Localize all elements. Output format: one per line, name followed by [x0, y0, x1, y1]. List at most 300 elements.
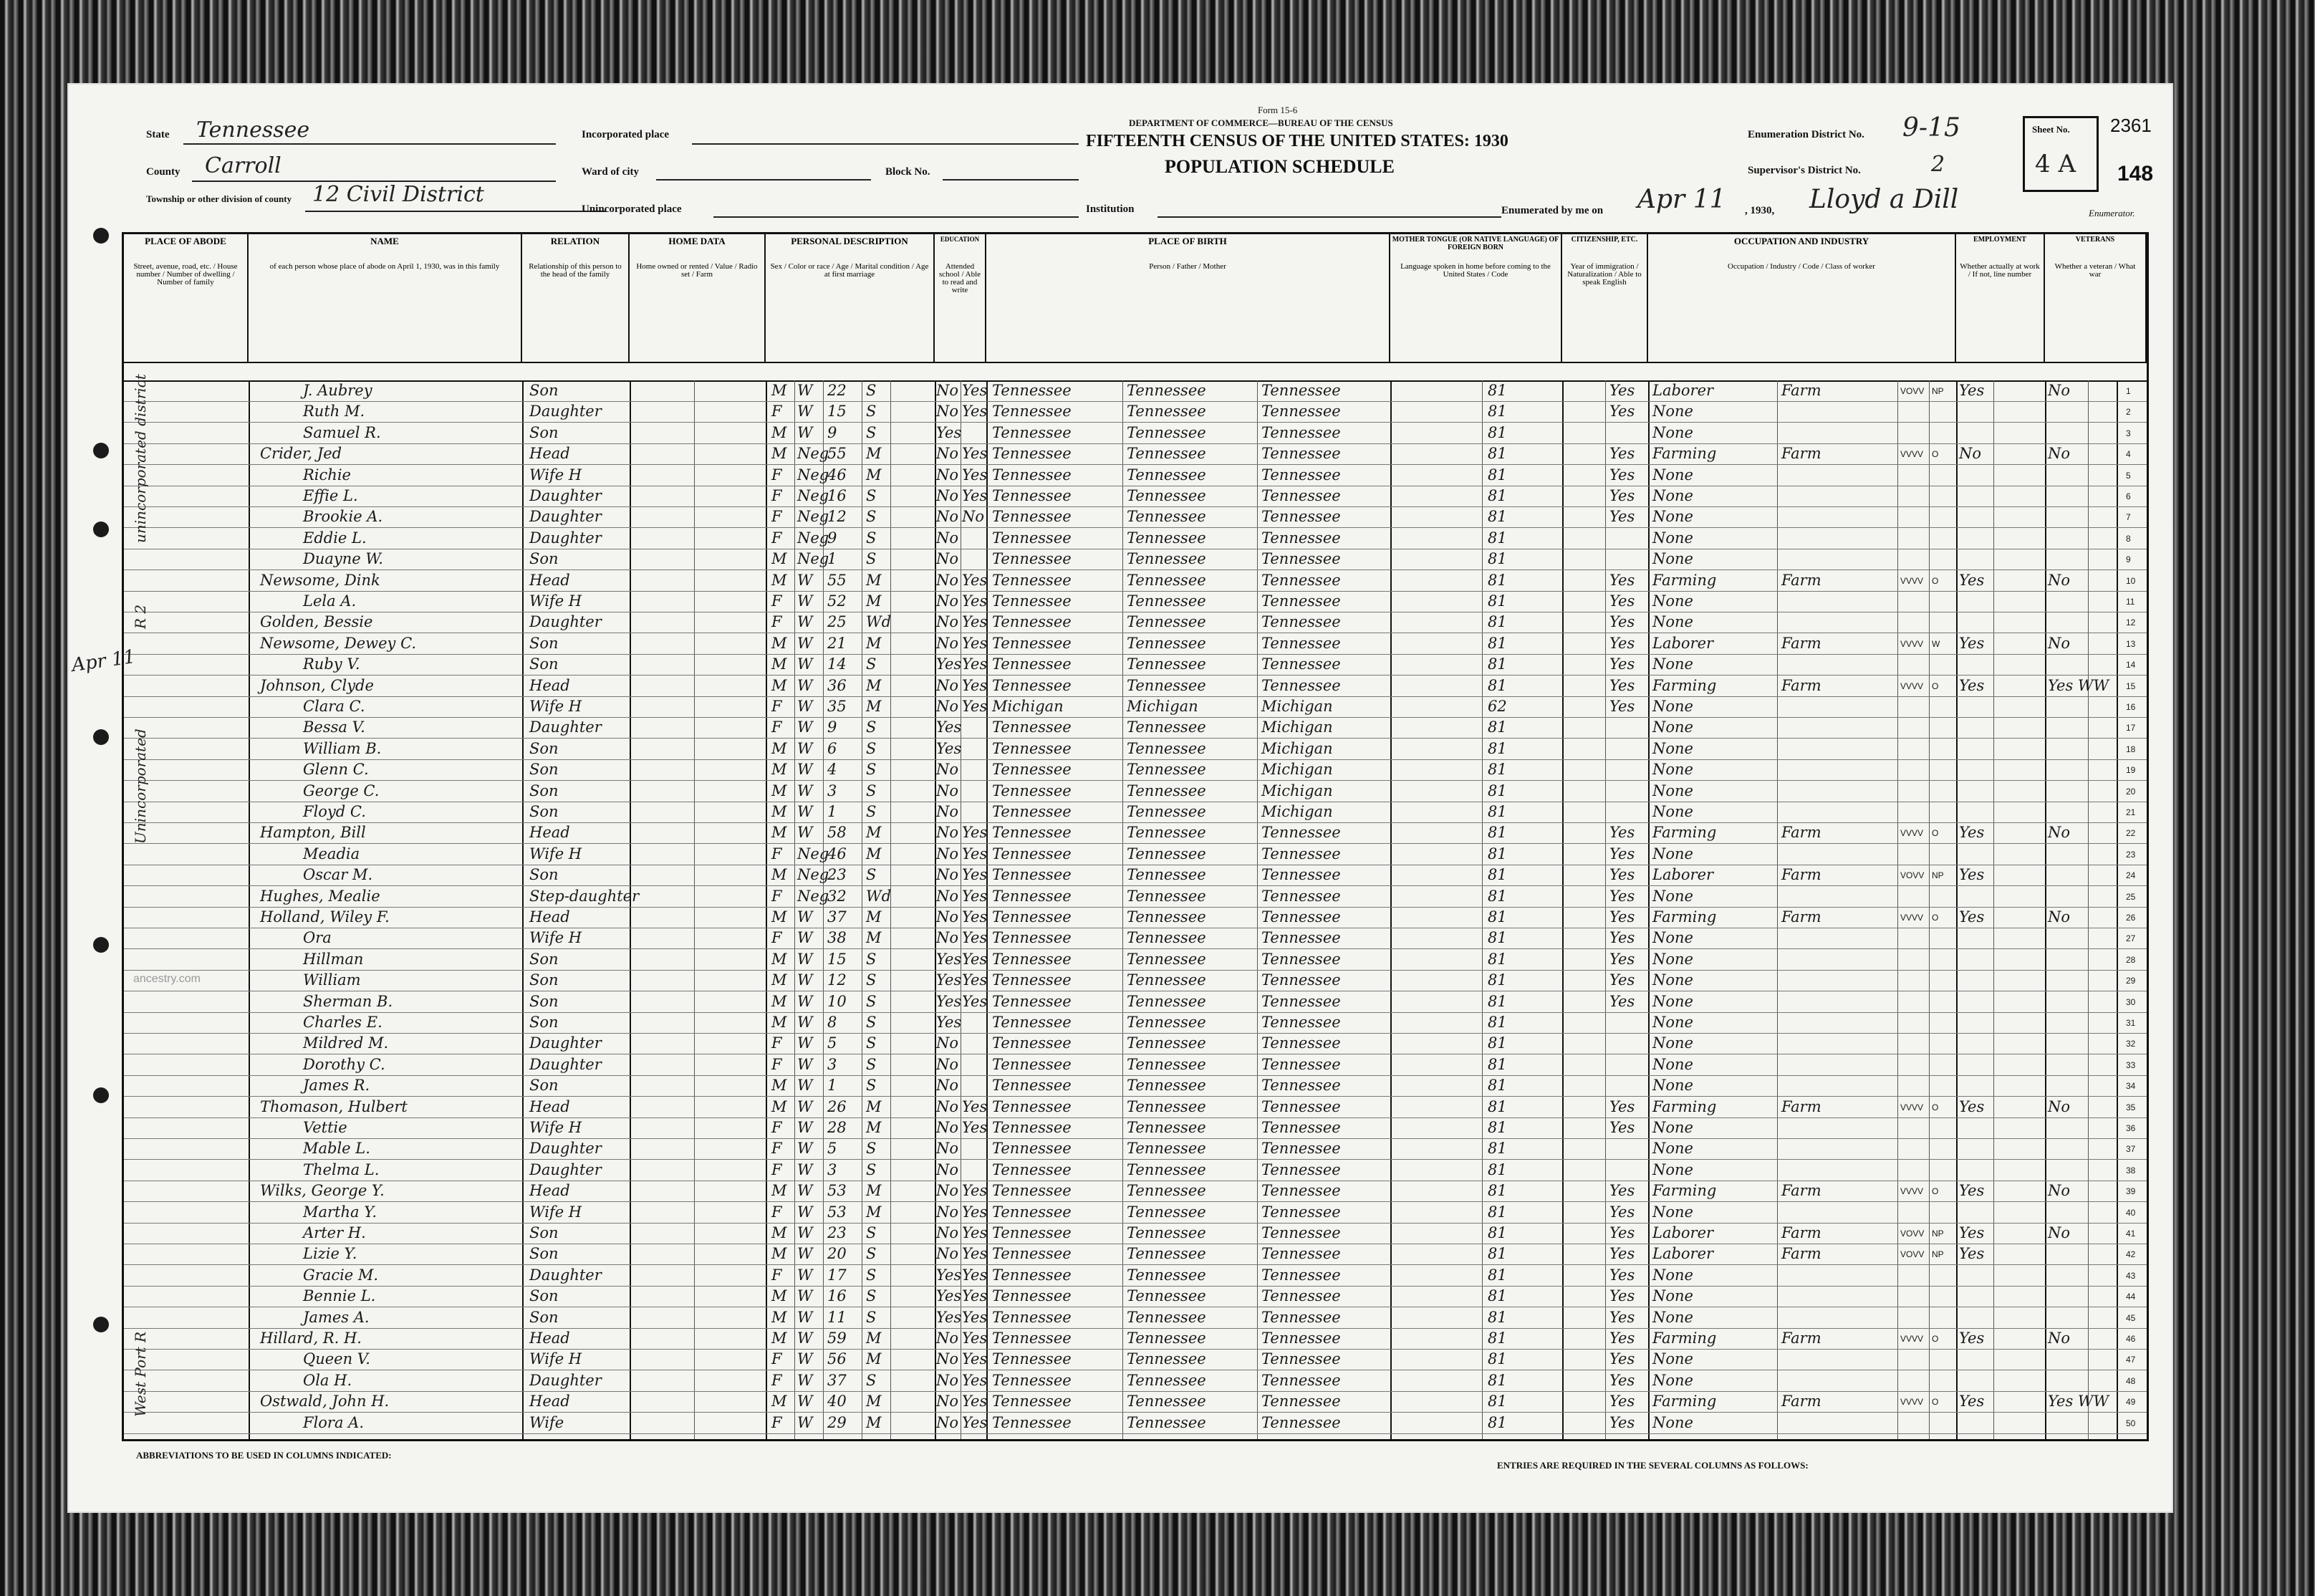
person-name: Martha Y.: [303, 1203, 377, 1221]
school-attended: No: [936, 845, 959, 862]
relation: Wife: [529, 1413, 564, 1431]
birthplace-father: Tennessee: [1127, 445, 1206, 463]
relation: Son: [529, 782, 559, 799]
color-race: W: [797, 1140, 813, 1158]
marital-status: S: [866, 1266, 877, 1284]
marital-status: S: [866, 950, 877, 968]
birthplace-father: Tennessee: [1127, 529, 1206, 547]
relation: Son: [529, 1224, 559, 1241]
age: 3: [827, 782, 837, 799]
age: 16: [827, 1287, 847, 1305]
age: 25: [827, 613, 847, 631]
nativity-code: 62: [1488, 698, 1507, 715]
birthplace-father: Tennessee: [1127, 908, 1206, 926]
color-race: W: [797, 634, 813, 652]
table-row: [124, 528, 2147, 549]
col-name: NAME of each person whose place of abode on April 1, 1930, was in this family: [249, 234, 522, 362]
birthplace-mother: Tennessee: [1261, 1119, 1341, 1136]
nativity-code: 81: [1488, 1160, 1507, 1178]
line-number: 5: [2126, 470, 2131, 481]
marital-status: M: [866, 571, 882, 589]
relation: Daughter: [529, 613, 602, 631]
school-attended: No: [936, 1393, 959, 1410]
line-number: 1: [2126, 386, 2131, 396]
birthplace-father: Tennessee: [1127, 1182, 1206, 1200]
color-race: W: [797, 1014, 813, 1031]
table-row: [124, 1117, 2147, 1139]
speaks-english: Yes: [1609, 1413, 1635, 1431]
age: 3: [827, 1055, 837, 1073]
nativity-code: 81: [1488, 782, 1507, 799]
line-number: 9: [2126, 554, 2131, 565]
occupation-code: VVVV: [1900, 449, 1924, 460]
nativity-code: 81: [1488, 508, 1507, 526]
marital-status: S: [866, 1014, 877, 1031]
sex: F: [771, 1413, 782, 1431]
nativity-code: 81: [1488, 634, 1507, 652]
enumerator-name: Lloyd a Dill: [1809, 185, 1959, 214]
census-sheet: [69, 85, 2172, 1511]
school-attended: Yes: [936, 1287, 962, 1305]
table-row: [124, 612, 2147, 633]
birthplace-mother: Tennessee: [1261, 1393, 1341, 1410]
age: 9: [827, 529, 837, 547]
relation: Son: [529, 992, 559, 1010]
nativity-code: 81: [1488, 929, 1507, 947]
sex: F: [771, 845, 782, 862]
table-row: [124, 570, 2147, 592]
speaks-english: Yes: [1609, 487, 1635, 504]
occupation: Farming: [1652, 1330, 1717, 1347]
person-name: William B.: [303, 739, 382, 757]
line-number: 39: [2126, 1186, 2136, 1197]
school-attended: No: [936, 1034, 959, 1052]
color-race: W: [797, 382, 813, 399]
birthplace-father: Tennessee: [1127, 1287, 1206, 1305]
line-number: 49: [2126, 1397, 2136, 1408]
line-number: 15: [2126, 681, 2136, 691]
worker-class: W: [1932, 638, 1940, 649]
person-name: Oscar M.: [303, 866, 373, 884]
at-work: Yes: [1959, 1097, 1985, 1115]
at-work: Yes: [1959, 676, 1985, 694]
marital-status: S: [866, 803, 877, 820]
school-attended: No: [936, 866, 959, 884]
sex: M: [771, 423, 787, 441]
worker-class: O: [1932, 575, 1939, 586]
birthplace-person: Tennessee: [992, 403, 1072, 420]
age: 14: [827, 655, 847, 673]
marital-status: S: [866, 1287, 877, 1305]
nativity-code: 81: [1488, 718, 1507, 736]
veteran: No: [2048, 1097, 2071, 1115]
marital-status: S: [866, 1077, 877, 1095]
occupation: Farming: [1652, 1182, 1717, 1200]
birthplace-person: Tennessee: [992, 992, 1072, 1010]
color-race: W: [797, 992, 813, 1010]
person-name: Effie L.: [303, 487, 358, 504]
speaks-english: Yes: [1609, 592, 1635, 610]
line-number: 8: [2126, 533, 2131, 544]
school-attended: No: [936, 929, 959, 947]
table-row: [124, 1370, 2147, 1392]
marital-status: S: [866, 655, 877, 673]
school-attended: Yes: [936, 655, 962, 673]
birthplace-father: Tennessee: [1127, 508, 1206, 526]
person-name: Brookie A.: [303, 508, 383, 526]
nativity-code: 81: [1488, 529, 1507, 547]
color-race: W: [797, 761, 813, 779]
nativity-code: 81: [1488, 676, 1507, 694]
relation: Wife H: [529, 1203, 582, 1221]
occupation-code: VVVV: [1900, 1334, 1924, 1344]
sex: M: [771, 1245, 787, 1263]
sex: M: [771, 382, 787, 399]
table-row: [124, 1286, 2147, 1307]
school-attended: No: [936, 1371, 959, 1389]
age: 8: [827, 1014, 837, 1031]
watermark: ancestry.com: [133, 973, 201, 985]
birthplace-person: Tennessee: [992, 1308, 1072, 1326]
sex: F: [771, 1055, 782, 1073]
person-name: Newsome, Dink: [260, 571, 380, 589]
birthplace-person: Tennessee: [992, 487, 1072, 504]
relation: Son: [529, 1077, 559, 1095]
state-label: State: [146, 129, 170, 140]
line-number: 7: [2126, 512, 2131, 523]
relation: Wife H: [529, 592, 582, 610]
age: 23: [827, 866, 847, 884]
birthplace-person: Tennessee: [992, 1413, 1072, 1431]
margin-note-4: West Port R: [132, 1331, 149, 1417]
school-attended: Yes: [936, 971, 962, 989]
line-number: 42: [2126, 1249, 2136, 1260]
table-body: [124, 380, 2147, 1439]
person-name: Hillard, R. H.: [260, 1330, 362, 1347]
nativity-code: 81: [1488, 887, 1507, 905]
can-read: Yes: [962, 1350, 988, 1368]
veteran: No: [2048, 571, 2071, 589]
marital-status: S: [866, 1140, 877, 1158]
relation: Head: [529, 1097, 570, 1115]
sex: M: [771, 1182, 787, 1200]
birthplace-person: Tennessee: [992, 655, 1072, 673]
age: 29: [827, 1413, 847, 1431]
table-row: [124, 844, 2147, 865]
birthplace-father: Tennessee: [1127, 634, 1206, 652]
can-read: Yes: [962, 1393, 988, 1410]
relation: Son: [529, 423, 559, 441]
marital-status: M: [866, 698, 882, 715]
veteran: No: [2048, 1224, 2071, 1241]
age: 1: [827, 1077, 837, 1095]
speaks-english: Yes: [1609, 571, 1635, 589]
birthplace-father: Tennessee: [1127, 592, 1206, 610]
line-number: 46: [2126, 1334, 2136, 1344]
color-race: W: [797, 1393, 813, 1410]
relation: Daughter: [529, 1055, 602, 1073]
age: 26: [827, 1097, 847, 1115]
speaks-english: Yes: [1609, 1393, 1635, 1410]
table-row: [124, 676, 2147, 697]
sex: M: [771, 1224, 787, 1241]
line-number: 17: [2126, 723, 2136, 734]
sex: M: [771, 1097, 787, 1115]
nativity-code: 81: [1488, 739, 1507, 757]
speaks-english: Yes: [1609, 908, 1635, 926]
age: 38: [827, 929, 847, 947]
occupation: None: [1652, 698, 1693, 715]
age: 5: [827, 1140, 837, 1158]
enumerated-year: , 1930,: [1745, 205, 1775, 216]
age: 46: [827, 845, 847, 862]
table-row: [124, 1328, 2147, 1350]
unincorporated-label: Unincorporated place: [582, 203, 682, 215]
industry: Farm: [1781, 1393, 1821, 1410]
birthplace-father: Tennessee: [1127, 1034, 1206, 1052]
birthplace-person: Tennessee: [992, 845, 1072, 862]
birthplace-mother: Michigan: [1261, 803, 1333, 820]
color-race: W: [797, 739, 813, 757]
marital-status: S: [866, 971, 877, 989]
person-name: Dorothy C.: [303, 1055, 385, 1073]
birthplace-mother: Tennessee: [1261, 423, 1341, 441]
person-name: Hillman: [303, 950, 364, 968]
line-number: 27: [2126, 933, 2136, 944]
marital-status: M: [866, 824, 882, 842]
can-read: Yes: [962, 613, 988, 631]
relation: Daughter: [529, 1034, 602, 1052]
col-employment: EMPLOYMENT Whether actually at work / If not, line number: [1956, 234, 2045, 362]
person-name: Gracie M.: [303, 1266, 379, 1284]
marital-status: S: [866, 1160, 877, 1178]
age: 56: [827, 1350, 847, 1368]
person-name: Hughes, Mealie: [260, 887, 380, 905]
stamp-number-side: 148: [2117, 162, 2154, 186]
speaks-english: Yes: [1609, 1119, 1635, 1136]
birthplace-father: Tennessee: [1127, 676, 1206, 694]
occupation: None: [1652, 423, 1693, 441]
can-read: Yes: [962, 382, 988, 399]
at-work: Yes: [1959, 1224, 1985, 1241]
color-race: W: [797, 1203, 813, 1221]
occupation-code: VVVV: [1900, 575, 1924, 586]
age: 40: [827, 1393, 847, 1410]
nativity-code: 81: [1488, 761, 1507, 779]
marital-status: M: [866, 929, 882, 947]
speaks-english: Yes: [1609, 866, 1635, 884]
birthplace-mother: Tennessee: [1261, 1160, 1341, 1178]
age: 36: [827, 676, 847, 694]
birthplace-mother: Tennessee: [1261, 950, 1341, 968]
color-race: W: [797, 1308, 813, 1326]
marital-status: M: [866, 634, 882, 652]
birthplace-father: Tennessee: [1127, 382, 1206, 399]
at-work: Yes: [1959, 824, 1985, 842]
relation: Head: [529, 1182, 570, 1200]
sex: F: [771, 1266, 782, 1284]
age: 17: [827, 1266, 847, 1284]
birthplace-person: Tennessee: [992, 950, 1072, 968]
birthplace-father: Tennessee: [1127, 1413, 1206, 1431]
speaks-english: Yes: [1609, 971, 1635, 989]
person-name: Vettie: [303, 1119, 347, 1136]
line-number: 21: [2126, 807, 2136, 817]
sex: M: [771, 950, 787, 968]
table-row: [124, 1413, 2147, 1434]
color-race: W: [797, 1055, 813, 1073]
relation: Daughter: [529, 403, 602, 420]
marital-status: M: [866, 1413, 882, 1431]
school-attended: No: [936, 803, 959, 820]
table-row: [124, 654, 2147, 676]
relation: Daughter: [529, 1266, 602, 1284]
worker-class: NP: [1932, 870, 1944, 881]
color-race: Neg: [797, 466, 829, 484]
sex: F: [771, 529, 782, 547]
can-read: Yes: [962, 655, 988, 673]
sex: F: [771, 403, 782, 420]
sex: M: [771, 992, 787, 1010]
can-read: Yes: [962, 929, 988, 947]
birthplace-mother: Tennessee: [1261, 1287, 1341, 1305]
person-name: Queen V.: [303, 1350, 370, 1368]
birthplace-mother: Tennessee: [1261, 929, 1341, 947]
age: 1: [827, 803, 837, 820]
sex: F: [771, 466, 782, 484]
table-row: [124, 1012, 2147, 1034]
line-number: 3: [2126, 428, 2131, 438]
can-read: Yes: [962, 950, 988, 968]
school-attended: No: [936, 592, 959, 610]
person-name: Newsome, Dewey C.: [260, 634, 417, 652]
relation: Son: [529, 739, 559, 757]
birthplace-person: Tennessee: [992, 1097, 1072, 1115]
speaks-english: Yes: [1609, 1308, 1635, 1326]
occupation: None: [1652, 1287, 1693, 1305]
birthplace-mother: Tennessee: [1261, 592, 1341, 610]
col-personal-description: PERSONAL DESCRIPTION Sex / Color or race / Age / Marital condition / Age at first marriage: [766, 234, 935, 362]
sex: M: [771, 1308, 787, 1326]
relation: Wife H: [529, 698, 582, 715]
school-attended: No: [936, 1224, 959, 1241]
birthplace-mother: Tennessee: [1261, 466, 1341, 484]
line-number: 32: [2126, 1039, 2136, 1049]
marital-status: S: [866, 992, 877, 1010]
occupation: Farming: [1652, 445, 1717, 463]
occupation: None: [1652, 803, 1693, 820]
table-row: [124, 1202, 2147, 1224]
school-attended: No: [936, 824, 959, 842]
line-number: 30: [2126, 996, 2136, 1007]
birthplace-father: Tennessee: [1127, 466, 1206, 484]
sex: M: [771, 676, 787, 694]
birthplace-mother: Tennessee: [1261, 1308, 1341, 1326]
col-home-data: HOME DATA Home owned or rented / Value / Radio set / Farm: [630, 234, 766, 362]
age: 59: [827, 1330, 847, 1347]
sex: F: [771, 508, 782, 526]
occupation: None: [1652, 1350, 1693, 1368]
birthplace-person: Tennessee: [992, 592, 1072, 610]
sex: M: [771, 824, 787, 842]
nativity-code: 81: [1488, 824, 1507, 842]
birthplace-father: Tennessee: [1127, 1077, 1206, 1095]
nativity-code: 81: [1488, 403, 1507, 420]
speaks-english: Yes: [1609, 508, 1635, 526]
birthplace-mother: Tennessee: [1261, 866, 1341, 884]
can-read: Yes: [962, 676, 988, 694]
relation: Son: [529, 634, 559, 652]
birthplace-mother: Tennessee: [1261, 655, 1341, 673]
marital-status: M: [866, 1330, 882, 1347]
birthplace-father: Tennessee: [1127, 613, 1206, 631]
person-name: Eddie L.: [303, 529, 367, 547]
birthplace-mother: Tennessee: [1261, 1077, 1341, 1095]
relation: Daughter: [529, 529, 602, 547]
person-name: William: [303, 971, 361, 989]
col-place-of-birth: PLACE OF BIRTH Person / Father / Mother: [986, 234, 1390, 362]
age: 20: [827, 1245, 847, 1263]
birthplace-father: Tennessee: [1127, 1097, 1206, 1115]
person-name: Richie: [303, 466, 351, 484]
birthplace-person: Tennessee: [992, 739, 1072, 757]
person-name: Clara C.: [303, 698, 365, 715]
color-race: W: [797, 592, 813, 610]
occupation: None: [1652, 1266, 1693, 1284]
sex: M: [771, 634, 787, 652]
occupation: None: [1652, 992, 1693, 1010]
at-work: No: [1959, 445, 1982, 463]
table-row: [124, 696, 2147, 718]
birthplace-mother: Tennessee: [1261, 1371, 1341, 1389]
relation: Son: [529, 803, 559, 820]
birthplace-mother: Tennessee: [1261, 1330, 1341, 1347]
birthplace-mother: Tennessee: [1261, 1014, 1341, 1031]
person-name: Glenn C.: [303, 761, 369, 779]
school-attended: Yes: [936, 950, 962, 968]
nativity-code: 81: [1488, 1308, 1507, 1326]
table-row: [124, 486, 2147, 507]
marital-status: S: [866, 739, 877, 757]
sex: M: [771, 1014, 787, 1031]
speaks-english: Yes: [1609, 1287, 1635, 1305]
age: 53: [827, 1203, 847, 1221]
nativity-code: 81: [1488, 382, 1507, 399]
can-read: Yes: [962, 1182, 988, 1200]
birthplace-father: Tennessee: [1127, 1224, 1206, 1241]
marital-status: M: [866, 1350, 882, 1368]
school-attended: Yes: [936, 739, 962, 757]
nativity-code: 81: [1488, 1077, 1507, 1095]
person-name: Duayne W.: [303, 550, 383, 568]
birthplace-mother: Tennessee: [1261, 1034, 1341, 1052]
sex: M: [771, 803, 787, 820]
table-row: [124, 949, 2147, 971]
relation: Daughter: [529, 1371, 602, 1389]
person-name: Wilks, George Y.: [260, 1182, 385, 1200]
age: 55: [827, 445, 847, 463]
can-read: Yes: [962, 908, 988, 926]
sex: M: [771, 655, 787, 673]
occupation: None: [1652, 929, 1693, 947]
nativity-code: 81: [1488, 1224, 1507, 1241]
at-work: Yes: [1959, 634, 1985, 652]
nativity-code: 81: [1488, 423, 1507, 441]
birthplace-mother: Tennessee: [1261, 1266, 1341, 1284]
birthplace-person: Tennessee: [992, 1160, 1072, 1178]
school-attended: No: [936, 908, 959, 926]
birthplace-mother: Tennessee: [1261, 445, 1341, 463]
